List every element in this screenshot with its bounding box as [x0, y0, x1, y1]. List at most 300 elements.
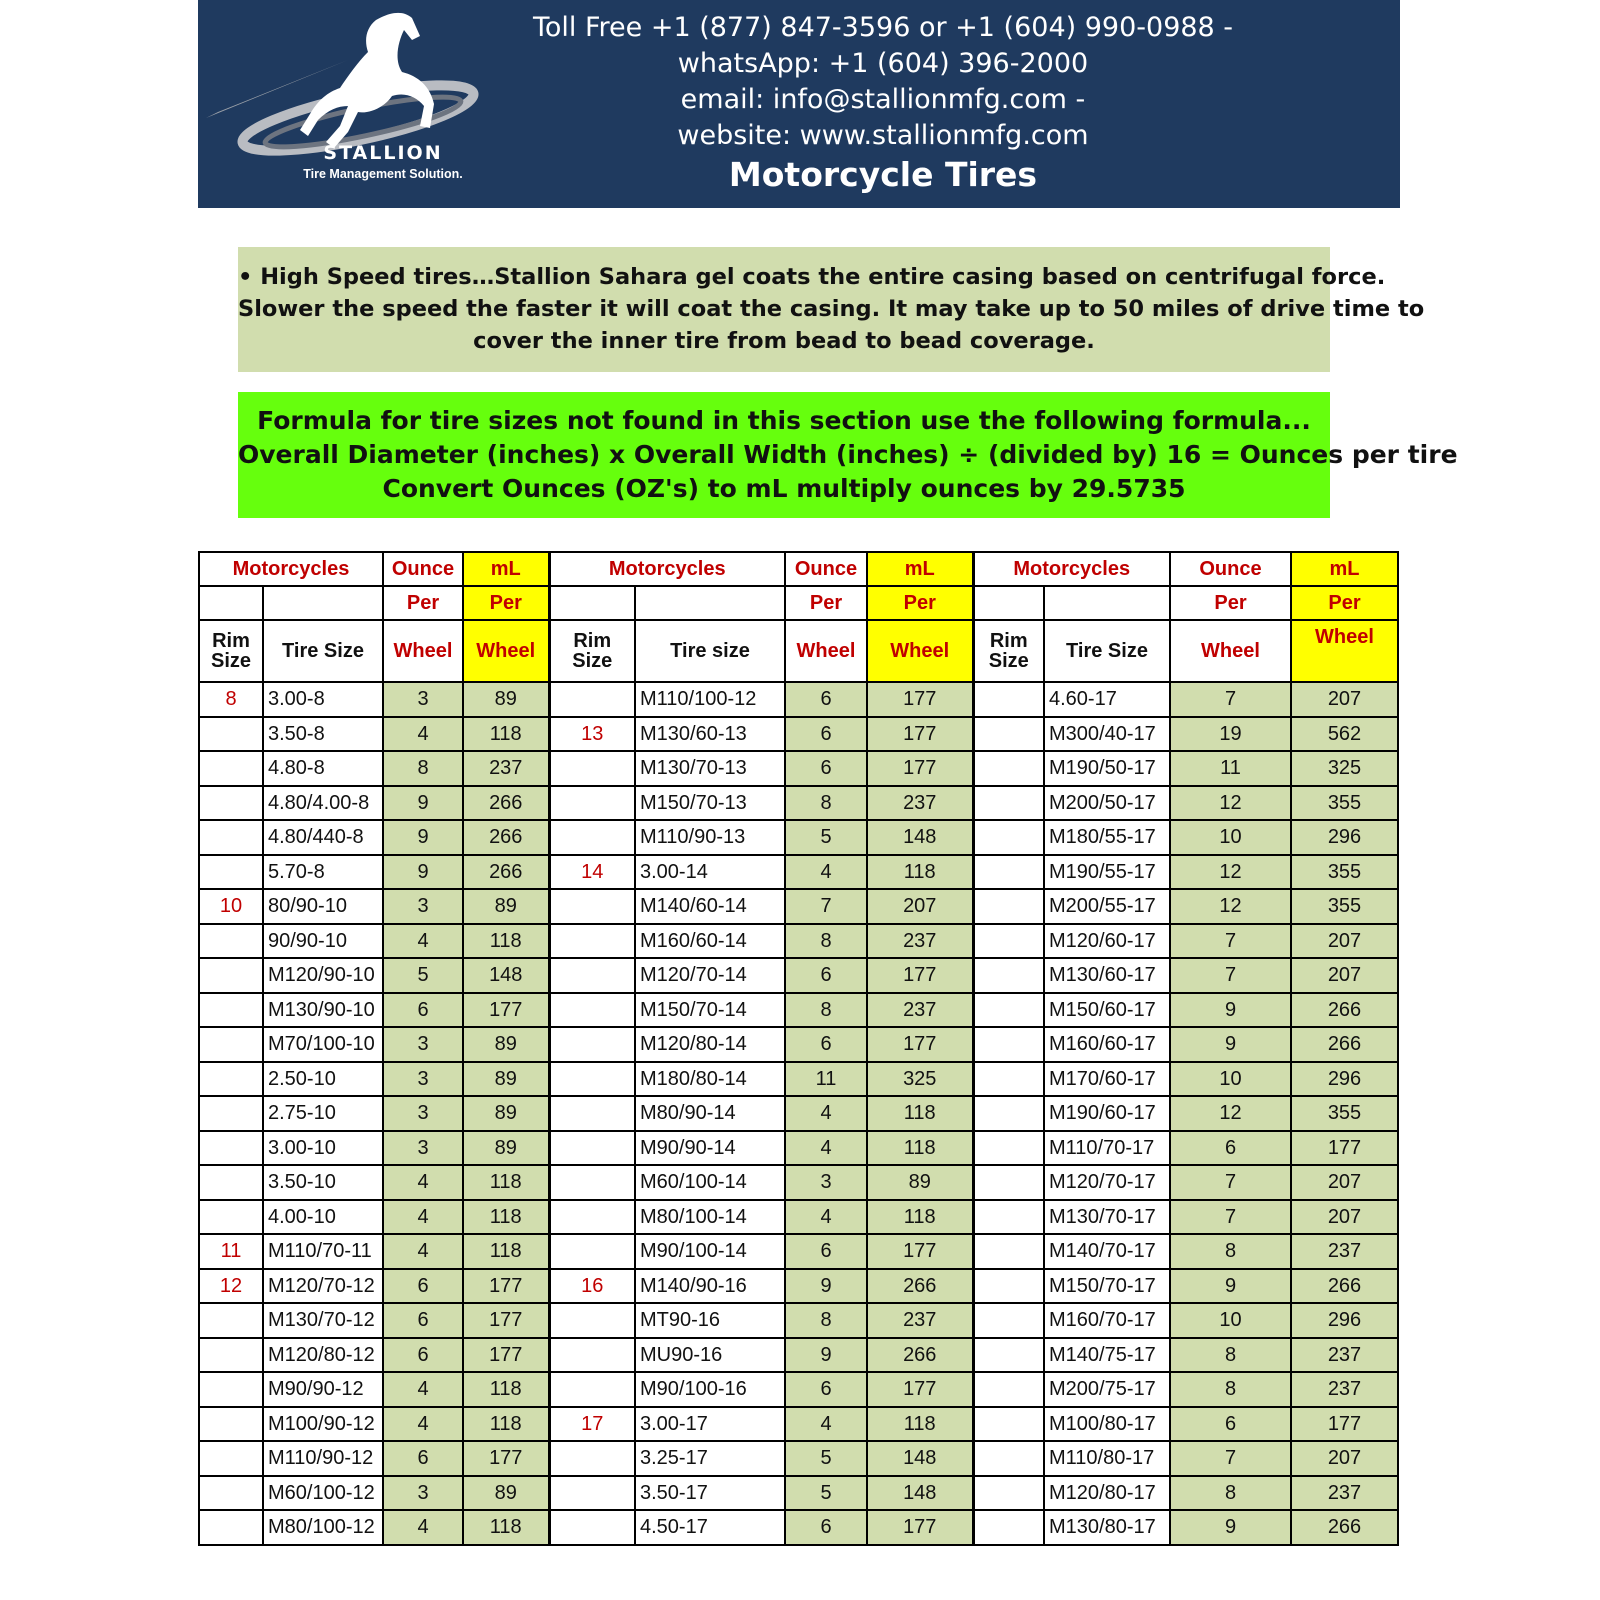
ml-cell: 207: [1291, 924, 1398, 959]
formula-line: Convert Ounces (OZ's) to mL multiply ounces by 29.5735: [382, 474, 1186, 503]
tire-size-cell: 3.00-10: [263, 1131, 383, 1166]
header-wheel-ml: Wheel: [463, 620, 549, 682]
ml-cell: 237: [463, 751, 549, 786]
ounces-cell: 6: [1170, 1407, 1291, 1442]
table-row: [199, 717, 1398, 752]
ounces-cell: 7: [1170, 682, 1291, 717]
tire-size-cell: M110/80-17: [1044, 1441, 1170, 1476]
ounces-cell: 9: [1170, 993, 1291, 1028]
table-header-row: [199, 552, 1398, 586]
tire-size-cell: M300/40-17: [1044, 717, 1170, 752]
ounces-cell: 4: [785, 1200, 867, 1235]
tire-size-cell: M150/60-17: [1044, 993, 1170, 1028]
ounces-cell: 19: [1170, 717, 1291, 752]
rim-size-cell: [549, 1476, 635, 1511]
rim-size-cell: [973, 1269, 1044, 1304]
rim-size-cell: [199, 1062, 263, 1097]
ounces-cell: 6: [785, 751, 867, 786]
ml-cell: 118: [867, 1096, 973, 1131]
rim-size-cell: [199, 1476, 263, 1511]
ml-cell: 89: [463, 1062, 549, 1097]
ml-cell: 177: [1291, 1407, 1398, 1442]
ounces-cell: 12: [1170, 786, 1291, 821]
table-row: [199, 924, 1398, 959]
tire-size-cell: M100/80-17: [1044, 1407, 1170, 1442]
rim-size-cell: [199, 1372, 263, 1407]
table-row: [199, 1234, 1398, 1269]
ounces-cell: 9: [383, 786, 463, 821]
ounces-cell: 6: [383, 993, 463, 1028]
ml-cell: 118: [463, 924, 549, 959]
tire-size-cell: M60/100-14: [635, 1165, 785, 1200]
ounces-cell: 7: [1170, 1200, 1291, 1235]
header-ounce: Ounce: [785, 552, 867, 586]
contact-website-line: website: www.stallionmfg.com: [677, 120, 1089, 151]
ml-cell: 89: [867, 1165, 973, 1200]
high-speed-note: [238, 247, 1425, 372]
tire-size-cell: 4.80/4.00-8: [263, 786, 383, 821]
logo-name: STALLION: [323, 142, 443, 164]
header-motorcycles: Motorcycles: [549, 552, 785, 586]
tire-size-cell: M130/60-13: [635, 717, 785, 752]
ml-cell: 177: [867, 1510, 973, 1545]
ounces-cell: 4: [383, 1200, 463, 1235]
ml-cell: 118: [463, 1200, 549, 1235]
tire-size-cell: M90/90-12: [263, 1372, 383, 1407]
ml-cell: 118: [867, 1407, 973, 1442]
rim-size-cell: [973, 1234, 1044, 1269]
tire-size-cell: M130/70-12: [263, 1303, 383, 1338]
ml-cell: 237: [1291, 1476, 1398, 1511]
rim-size-cell: [973, 1372, 1044, 1407]
ounces-cell: 11: [785, 1062, 867, 1097]
tire-size-cell: M70/100-10: [263, 1027, 383, 1062]
contact-phone-line: Toll Free +1 (877) 847-3596 or +1 (604) 990-0988 -: [532, 12, 1234, 43]
rim-size-cell: [199, 786, 263, 821]
ml-cell: 89: [463, 682, 549, 717]
ounces-cell: 12: [1170, 889, 1291, 924]
rim-size-cell: [973, 1062, 1044, 1097]
rim-size-cell: [973, 1407, 1044, 1442]
table-row: [199, 1096, 1398, 1131]
rim-size-cell: [549, 1131, 635, 1166]
ounces-cell: 6: [383, 1338, 463, 1373]
ml-cell: 177: [867, 1372, 973, 1407]
tire-sizes-table: [198, 551, 1399, 1546]
ml-cell: 177: [867, 1234, 973, 1269]
tire-size-cell: M120/70-12: [263, 1269, 383, 1304]
header-ml: mL: [867, 552, 973, 586]
ounces-cell: 3: [383, 1476, 463, 1511]
table-row: [199, 751, 1398, 786]
tire-size-cell: 3.50-10: [263, 1165, 383, 1200]
stallion-logo: [198, 0, 498, 208]
ounces-cell: 5: [785, 1476, 867, 1511]
ml-cell: 237: [1291, 1234, 1398, 1269]
ounces-cell: 4: [383, 1234, 463, 1269]
header-ounce: Ounce: [1170, 552, 1291, 586]
ounces-cell: 8: [1170, 1372, 1291, 1407]
tire-size-cell: MT90-16: [635, 1303, 785, 1338]
tire-size-cell: M120/80-14: [635, 1027, 785, 1062]
ounces-cell: 3: [383, 1062, 463, 1097]
tire-size-cell: M160/70-17: [1044, 1303, 1170, 1338]
header-rim-label: Rim: [989, 630, 1028, 652]
rim-size-cell: [199, 1027, 263, 1062]
ml-cell: 237: [867, 1303, 973, 1338]
tire-size-cell: M130/90-10: [263, 993, 383, 1028]
header-rim-label: Rim: [573, 630, 612, 652]
ounces-cell: 9: [785, 1269, 867, 1304]
table-row: [199, 1200, 1398, 1235]
ounces-cell: 12: [1170, 855, 1291, 890]
tire-size-cell: M160/60-14: [635, 924, 785, 959]
ml-cell: 177: [463, 1441, 549, 1476]
table-row: [199, 1372, 1398, 1407]
ml-cell: 562: [1291, 717, 1398, 752]
ml-cell: 89: [463, 1096, 549, 1131]
tire-size-cell: 3.50-17: [635, 1476, 785, 1511]
header-size-label: Size: [988, 650, 1029, 672]
table-row: [199, 1303, 1398, 1338]
ounces-cell: 9: [1170, 1510, 1291, 1545]
tire-size-cell: M130/60-17: [1044, 958, 1170, 993]
header-per: Per: [785, 586, 867, 620]
tire-size-cell: M90/100-14: [635, 1234, 785, 1269]
table-row: [199, 1441, 1398, 1476]
ml-cell: 266: [1291, 1027, 1398, 1062]
tire-size-cell: M190/60-17: [1044, 1096, 1170, 1131]
rim-size-cell: [199, 1441, 263, 1476]
ml-cell: 266: [463, 855, 549, 890]
note-line: cover the inner tire from bead to bead coverage.: [473, 328, 1095, 354]
tire-size-cell: M90/90-14: [635, 1131, 785, 1166]
ounces-cell: 3: [383, 1027, 463, 1062]
rim-size-cell: [199, 855, 263, 890]
ounces-cell: 8: [1170, 1476, 1291, 1511]
tire-size-cell: M140/70-17: [1044, 1234, 1170, 1269]
ounces-cell: 9: [383, 820, 463, 855]
tire-size-cell: M120/70-14: [635, 958, 785, 993]
rim-size-cell: [549, 924, 635, 959]
rim-size-cell: [549, 958, 635, 993]
ml-cell: 177: [1291, 1131, 1398, 1166]
header-blank: [263, 586, 383, 620]
header-rim-label: Rim: [212, 630, 250, 652]
rim-size-cell: 12: [199, 1269, 263, 1304]
table-row: [199, 1027, 1398, 1062]
ml-cell: 89: [463, 1476, 549, 1511]
header-per: Per: [383, 586, 463, 620]
header-ml: mL: [1291, 552, 1398, 586]
tire-size-cell: 3.00-14: [635, 855, 785, 890]
ml-cell: 207: [1291, 958, 1398, 993]
rim-size-cell: [973, 682, 1044, 717]
tire-size-cell: 3.50-8: [263, 717, 383, 752]
ml-cell: 148: [867, 1441, 973, 1476]
table-row: [199, 1407, 1398, 1442]
rim-size-cell: [549, 1165, 635, 1200]
ounces-cell: 6: [785, 1027, 867, 1062]
rim-size-cell: [549, 1096, 635, 1131]
rim-size-cell: [549, 1372, 635, 1407]
ml-cell: 237: [867, 993, 973, 1028]
rim-size-cell: [549, 786, 635, 821]
ounces-cell: 9: [785, 1338, 867, 1373]
ounces-cell: 8: [1170, 1338, 1291, 1373]
ounces-cell: 3: [383, 1096, 463, 1131]
rim-size-cell: [549, 1303, 635, 1338]
tire-size-cell: 4.50-17: [635, 1510, 785, 1545]
ounces-cell: 5: [785, 820, 867, 855]
rim-size-cell: [549, 1234, 635, 1269]
rim-size-cell: 16: [549, 1269, 635, 1304]
ml-cell: 118: [867, 1131, 973, 1166]
ounces-cell: 4: [785, 855, 867, 890]
header-wheel-ml: Wheel: [1291, 620, 1398, 682]
ounces-cell: 8: [785, 924, 867, 959]
header-wheel: Wheel: [785, 620, 867, 682]
rim-size-cell: [199, 1200, 263, 1235]
header-ounce: Ounce: [383, 552, 463, 586]
ml-cell: 355: [1291, 1096, 1398, 1131]
rim-size-cell: [199, 717, 263, 752]
ounces-cell: 9: [1170, 1269, 1291, 1304]
ml-cell: 118: [867, 855, 973, 890]
header-blank: [635, 586, 785, 620]
ounces-cell: 6: [383, 1269, 463, 1304]
header-tire-size: Tire size: [635, 620, 785, 682]
rim-size-cell: [549, 1027, 635, 1062]
ml-cell: 266: [867, 1269, 973, 1304]
rim-size-cell: [199, 751, 263, 786]
rim-size-cell: [973, 855, 1044, 890]
rim-size-cell: [199, 1510, 263, 1545]
tire-size-cell: M150/70-13: [635, 786, 785, 821]
tire-size-cell: 4.00-10: [263, 1200, 383, 1235]
rim-size-cell: [973, 1338, 1044, 1373]
ml-cell: 118: [463, 1165, 549, 1200]
tire-size-cell: M110/70-17: [1044, 1131, 1170, 1166]
note-line: • High Speed tires…Stallion Sahara gel coats the entire casing based on centrifugal force.: [238, 264, 1386, 290]
formula-line: Formula for tire sizes not found in this section use the following formula...: [257, 406, 1311, 435]
table-row: [199, 1476, 1398, 1511]
header-rim-size: [549, 620, 635, 682]
tire-size-cell: 4.80/440-8: [263, 820, 383, 855]
ml-cell: 355: [1291, 889, 1398, 924]
ml-cell: 266: [867, 1338, 973, 1373]
tire-size-cell: M200/55-17: [1044, 889, 1170, 924]
ml-cell: 177: [867, 717, 973, 752]
ml-cell: 207: [1291, 1200, 1398, 1235]
table-row: [199, 786, 1398, 821]
ounces-cell: 3: [785, 1165, 867, 1200]
tire-size-cell: M60/100-12: [263, 1476, 383, 1511]
tire-size-cell: M110/70-11: [263, 1234, 383, 1269]
ounces-cell: 6: [383, 1303, 463, 1338]
ml-cell: 296: [1291, 820, 1398, 855]
rim-size-cell: 14: [549, 855, 635, 890]
table-row: [199, 1131, 1398, 1166]
rim-size-cell: [973, 1200, 1044, 1235]
rim-size-cell: [549, 993, 635, 1028]
ml-cell: 266: [463, 786, 549, 821]
rim-size-cell: [973, 1476, 1044, 1511]
ounces-cell: 5: [785, 1441, 867, 1476]
tire-size-cell: M80/90-14: [635, 1096, 785, 1131]
rim-size-cell: [973, 1131, 1044, 1166]
tire-size-cell: M120/70-17: [1044, 1165, 1170, 1200]
ounces-cell: 6: [785, 958, 867, 993]
ml-cell: 325: [867, 1062, 973, 1097]
ounces-cell: 8: [1170, 1234, 1291, 1269]
ml-cell: 118: [463, 1407, 549, 1442]
ounces-cell: 12: [1170, 1096, 1291, 1131]
ounces-cell: 4: [785, 1407, 867, 1442]
header-blank: [199, 586, 263, 620]
rim-size-cell: [199, 1096, 263, 1131]
ml-cell: 207: [867, 889, 973, 924]
table-row: [199, 855, 1398, 890]
note-line: Slower the speed the faster it will coat the casing. It may take up to 50 miles of drive time to: [238, 296, 1425, 322]
ounces-cell: 8: [383, 751, 463, 786]
rim-size-cell: [973, 889, 1044, 924]
table-row: [199, 958, 1398, 993]
ml-cell: 89: [463, 889, 549, 924]
tire-size-cell: 90/90-10: [263, 924, 383, 959]
ml-cell: 296: [1291, 1062, 1398, 1097]
ounces-cell: 6: [1170, 1131, 1291, 1166]
rim-size-cell: [973, 1510, 1044, 1545]
ounces-cell: 7: [1170, 1165, 1291, 1200]
ounces-cell: 7: [1170, 1441, 1291, 1476]
header-per: Per: [1170, 586, 1291, 620]
ounces-cell: 9: [383, 855, 463, 890]
tire-size-cell: M140/60-14: [635, 889, 785, 924]
rim-size-cell: [199, 820, 263, 855]
tire-size-cell: M190/55-17: [1044, 855, 1170, 890]
table-row: [199, 993, 1398, 1028]
contact-info: [528, 10, 1238, 154]
ml-cell: 207: [1291, 1441, 1398, 1476]
header-wheel-ml: Wheel: [867, 620, 973, 682]
tire-size-cell: M90/100-16: [635, 1372, 785, 1407]
header-blank: [1044, 586, 1170, 620]
ounces-cell: 6: [785, 717, 867, 752]
table-row: [199, 1338, 1398, 1373]
tire-size-cell: 80/90-10: [263, 889, 383, 924]
tire-size-cell: M150/70-17: [1044, 1269, 1170, 1304]
rim-size-cell: [549, 1338, 635, 1373]
tire-size-cell: M120/80-17: [1044, 1476, 1170, 1511]
ml-cell: 207: [1291, 682, 1398, 717]
rim-size-cell: [549, 1062, 635, 1097]
header-rim-size: [973, 620, 1044, 682]
rim-size-cell: [973, 924, 1044, 959]
ml-cell: 237: [1291, 1372, 1398, 1407]
ounces-cell: 6: [785, 1234, 867, 1269]
table-row: [199, 1165, 1398, 1200]
page-header: [198, 0, 1400, 208]
table-row: [199, 1510, 1398, 1545]
header-wheel: Wheel: [1170, 620, 1291, 682]
header-wheel: Wheel: [383, 620, 463, 682]
table-row: [199, 820, 1398, 855]
ounces-cell: 4: [383, 1165, 463, 1200]
ounces-cell: 4: [785, 1096, 867, 1131]
tire-size-cell: 2.50-10: [263, 1062, 383, 1097]
ml-cell: 177: [463, 1303, 549, 1338]
ounces-cell: 3: [383, 889, 463, 924]
tire-size-cell: 3.25-17: [635, 1441, 785, 1476]
tire-size-cell: M150/70-14: [635, 993, 785, 1028]
ml-cell: 266: [1291, 1510, 1398, 1545]
rim-size-cell: [549, 1441, 635, 1476]
rim-size-cell: [199, 1165, 263, 1200]
tire-size-cell: M120/60-17: [1044, 924, 1170, 959]
tire-size-cell: M180/55-17: [1044, 820, 1170, 855]
rim-size-cell: [973, 993, 1044, 1028]
ounces-cell: 8: [785, 786, 867, 821]
ml-cell: 177: [463, 993, 549, 1028]
ml-cell: 355: [1291, 786, 1398, 821]
ml-cell: 177: [867, 958, 973, 993]
ounces-cell: 4: [383, 1510, 463, 1545]
rim-size-cell: [973, 820, 1044, 855]
ounces-cell: 5: [383, 958, 463, 993]
header-per-ml: Per: [463, 586, 549, 620]
ounces-cell: 10: [1170, 1303, 1291, 1338]
rim-size-cell: 8: [199, 682, 263, 717]
rim-size-cell: [973, 1165, 1044, 1200]
tire-size-cell: 3.00-8: [263, 682, 383, 717]
ounces-cell: 10: [1170, 820, 1291, 855]
table-row: [199, 889, 1398, 924]
ml-cell: 118: [463, 717, 549, 752]
ounces-cell: 4: [785, 1131, 867, 1166]
header-tire-size: Tire Size: [263, 620, 383, 682]
header-motorcycles: Motorcycles: [973, 552, 1170, 586]
rim-size-cell: [549, 751, 635, 786]
tire-size-cell: M80/100-14: [635, 1200, 785, 1235]
ounces-cell: 6: [383, 1441, 463, 1476]
rim-size-cell: [973, 1027, 1044, 1062]
tire-size-cell: M140/75-17: [1044, 1338, 1170, 1373]
rim-size-cell: [199, 1407, 263, 1442]
ml-cell: 177: [463, 1338, 549, 1373]
ounces-cell: 7: [1170, 958, 1291, 993]
tire-size-cell: M160/60-17: [1044, 1027, 1170, 1062]
rim-size-cell: [973, 1303, 1044, 1338]
formula-box: [238, 392, 1458, 518]
ml-cell: 118: [463, 1234, 549, 1269]
ounces-cell: 4: [383, 1407, 463, 1442]
ounces-cell: 4: [383, 924, 463, 959]
ml-cell: 148: [867, 1476, 973, 1511]
rim-size-cell: [973, 1441, 1044, 1476]
tire-size-cell: 4.60-17: [1044, 682, 1170, 717]
ounces-cell: 6: [785, 1372, 867, 1407]
rim-size-cell: [973, 717, 1044, 752]
tire-size-cell: M110/100-12: [635, 682, 785, 717]
ml-cell: 237: [1291, 1338, 1398, 1373]
ml-cell: 118: [463, 1510, 549, 1545]
tire-size-cell: M100/90-12: [263, 1407, 383, 1442]
ml-cell: 177: [867, 682, 973, 717]
ounces-cell: 11: [1170, 751, 1291, 786]
ml-cell: 89: [463, 1027, 549, 1062]
tire-size-cell: 3.00-17: [635, 1407, 785, 1442]
